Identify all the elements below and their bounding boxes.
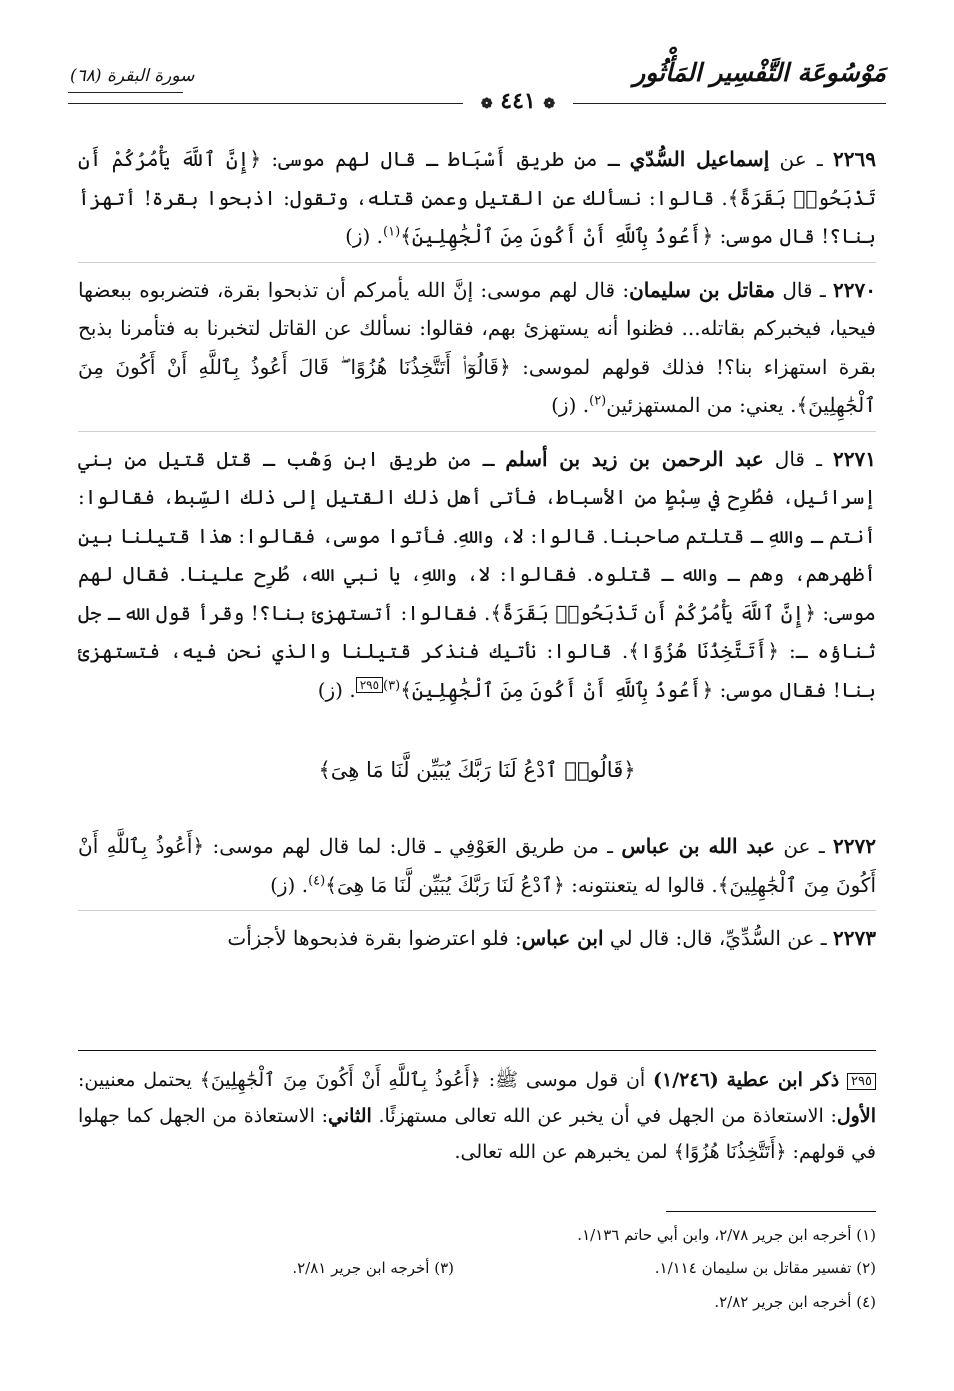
footnote-marker: (١) <box>383 224 401 240</box>
commentary-text: لمن يخبرهم عن الله تعالى. <box>454 1141 674 1163</box>
narration-text: ـ من طريق العَوْفِي ـ قال: لما قال لهم موسى: <box>204 834 622 858</box>
narration-text: ـ عن <box>769 147 834 171</box>
narration-paragraph <box>78 431 876 710</box>
footnote-marker: (٣) <box>383 677 401 693</box>
narration-number: ٢٢٧٢ <box>833 834 877 858</box>
narration-text: ـ من طريق ابن وَهْب ـ قتل قتيل من بني إسرائيل، فطُرِح في سِبْطٍ من الأسباط، فأتى أهل ذلك القتيل إلى ذلك السِّبط، فقالوا: أنتم ـ واللهِ ـ قتلتم صاحبنا. قالوا: لا، واللهِ. فأتوا موسى، فقالوا: هذا قتيلنا بين أظهرهم، وهم ـ والله ـ قتلوه. فقالوا: لا، واللهِ، يا نبي الله، طُرِح علينا. فقال لهم موسى: <box>78 446 876 625</box>
main-text <box>78 140 876 964</box>
narrations-group-1 <box>78 140 876 709</box>
book-title: مَوْسُوعَة التَّفْسِير المَأْثُور <box>633 58 886 87</box>
narrations-group-2 <box>78 827 876 958</box>
quran-quote: ﴿أَعُوذُ بِٱللَّهِ أَنْ أَكُونَ مِنَ ٱلْجَٰهِلِينَ﴾ <box>400 224 714 248</box>
quran-quote: ﴿إِنَّ ٱللَّهَ يَأْمُرُكُمْ أَن تَذْبَحُوا۟ بَقَرَةً﴾ <box>78 147 876 210</box>
page-number-block <box>463 88 573 114</box>
verse-heading: ﴿قَالُوا۟ ٱدْعُ لَنَا رَبَّكَ يُبَيِّن لَّنَا مَا هِىَ﴾ <box>318 758 636 782</box>
footnote-marker: (٤) <box>308 872 326 888</box>
commentary-number: ٢٩٥ <box>847 1073 876 1090</box>
first-meaning-text: : الاستعاذة من الجهل في أن يخبر عن الله تعالى مستهزئًا. <box>371 1105 837 1127</box>
narration-text: . (ز) <box>317 677 356 702</box>
commentary-marker: ٢٩٥ <box>356 677 383 693</box>
quran-quote: ﴿إِنَّ ٱللَّهَ يَأْمُرُكُمْ أَن تَذْبَحُوا۟ بَقَرَةً﴾ <box>490 600 816 625</box>
quran-quote: ﴿قَالُوٓا۟ أَتَتَّخِذُنَا هُزُوًا ۖ قَالَ أَعُوذُ بِٱللَّهِ أَنْ أَكُونَ مِنَ ٱلْجَٰهِلِينَ﴾ <box>78 354 876 417</box>
narration-number: ٢٢٧٣ <box>833 926 876 950</box>
quran-quote: ﴿ٱدْعُ لَنَا رَبَّكَ يُبَيِّن لَّنَا مَا هِىَ﴾ <box>325 872 565 897</box>
narration-text: . (ز) <box>270 872 309 897</box>
narration-text: . قالوا: نسألك عن القتيل وعمن قتله، وتقول: اذبحوا بقرة! أتهزأ بنا؟! قال موسى: <box>78 185 876 248</box>
narration-text: . (ز) <box>345 224 384 248</box>
narration-paragraph <box>78 827 876 904</box>
running-header <box>68 52 886 114</box>
narration-text: . (ز) <box>551 393 590 417</box>
narration-paragraph <box>78 262 876 425</box>
commentary-text: أن قول موسى ﷺ: <box>480 1069 654 1091</box>
commentary-author: ذكر ابن عطية <box>726 1069 840 1091</box>
narration-text: : فلو اعترضوا بقرة فذبحوها لأجزأت <box>227 926 522 950</box>
narrator-name: عبد الله بن عباس <box>621 834 775 858</box>
quran-quote: ﴿أَعُوذُ بِٱللَّهِ أَنْ أَكُونَ مِنَ ٱلْجَٰهِلِينَ﴾ <box>199 1069 481 1091</box>
narration-text: . فقالوا: أتستهزئ بنا؟! وقرأ قول الله ـ جل ثناؤه ـ: <box>78 600 877 663</box>
commentary-divider <box>78 1050 876 1051</box>
narrator-name: ابن عباس <box>521 926 604 950</box>
header-rule <box>68 103 463 104</box>
footnote-1: (١) أخرجه ابن جرير ٢/٧٨، وابن أبي حاتم ١/١٣٦. <box>577 1226 876 1244</box>
header-rule <box>573 103 886 104</box>
footnote-4: (٤) أخرجه ابن جرير ٢/٨٢. <box>714 1293 876 1311</box>
first-meaning-label: الأول <box>836 1105 876 1127</box>
narration-text: ـ قال <box>775 277 834 302</box>
narration-text: ـ عن <box>774 834 834 858</box>
second-meaning-text: : الاستعاذة من الجهل كما جهلوا في قولهم: <box>78 1105 876 1163</box>
ornament-icon: ❁ <box>480 96 493 112</box>
header-rule <box>68 92 183 93</box>
quran-quote: ﴿أَتَتَّخِذُنَا هُزُوًا﴾ <box>673 1141 787 1163</box>
footnotes-divider <box>666 1211 876 1212</box>
narration-number: ٢٢٧١ <box>833 446 876 471</box>
narration-text: ـ قال <box>763 446 834 471</box>
surah-label: سورة البقرة (٦٨) <box>70 66 195 86</box>
narrator-name: إسماعيل السُّدّي <box>629 147 770 171</box>
footnote-2: (٢) تفسير مقاتل بن سليمان ١/١١٤. <box>654 1259 876 1277</box>
commentary-note <box>78 1062 876 1170</box>
quran-quote: ﴿أَعُوذُ بِٱللَّهِ أَنْ أَكُونَ مِنَ ٱلْجَٰهِلِينَ﴾ <box>78 834 876 897</box>
narration-text: . قالوا له يتعنتونه: <box>564 872 718 897</box>
narration-paragraph <box>78 910 876 958</box>
quran-quote: ﴿أَعُوذُ بِٱللَّهِ أَنْ أَكُونَ مِنَ ٱلْجَٰهِلِينَ﴾ <box>400 677 714 702</box>
ornament-icon: ❁ <box>543 96 556 112</box>
footnote-marker: (٢) <box>589 393 607 409</box>
narration-number: ٢٢٦٩ <box>833 147 876 171</box>
footnote-3: (٣) أخرجه ابن جرير ٢/٨١. <box>292 1259 454 1277</box>
narration-text: . قالوا: نأتيك فنذكر قتيلنا والذي نحن فيه، فتستهزئ بنا! فقال موسى: <box>78 639 876 702</box>
commentary-text: يحتمل معنيين: <box>78 1069 200 1091</box>
second-meaning-label: الثاني <box>328 1105 372 1127</box>
narrator-name: مقاتل بن سليمان <box>629 277 776 302</box>
page-number: ٤٤١ <box>500 88 536 114</box>
narration-text: ـ من طريق أَسْبَاط ـ قال لهم موسى: <box>261 147 630 171</box>
narration-text: . يعني: من المستهزئين <box>606 393 797 417</box>
narrator-name: عبد الرحمن بن زيد بن أسلم <box>505 446 764 471</box>
narration-paragraph <box>78 140 876 256</box>
quran-quote: ﴿أَتَتَّخِذُنَا هُزُوًا﴾ <box>628 639 779 663</box>
commentary-reference: (١/٢٤٦) <box>653 1069 719 1091</box>
narration-text: : قال لهم موسى: إنَّ الله يأمركم أن تذبحوا بقرة، فتضربوه ببعضها فيحيا، فيخبركم بقاتله... فظنوا أنه يستهزئ بهم، فقالوا: نسألك عن القاتل لتخبرنا به فتأمرنا بذبح بقرة استهزاء بنا؟! فذلك قولهم لموسى: <box>78 277 876 379</box>
narration-number: ٢٢٧٠ <box>833 277 876 302</box>
narration-text: ـ عن السُّدِّيِّ، قال: قال لي <box>603 926 834 950</box>
